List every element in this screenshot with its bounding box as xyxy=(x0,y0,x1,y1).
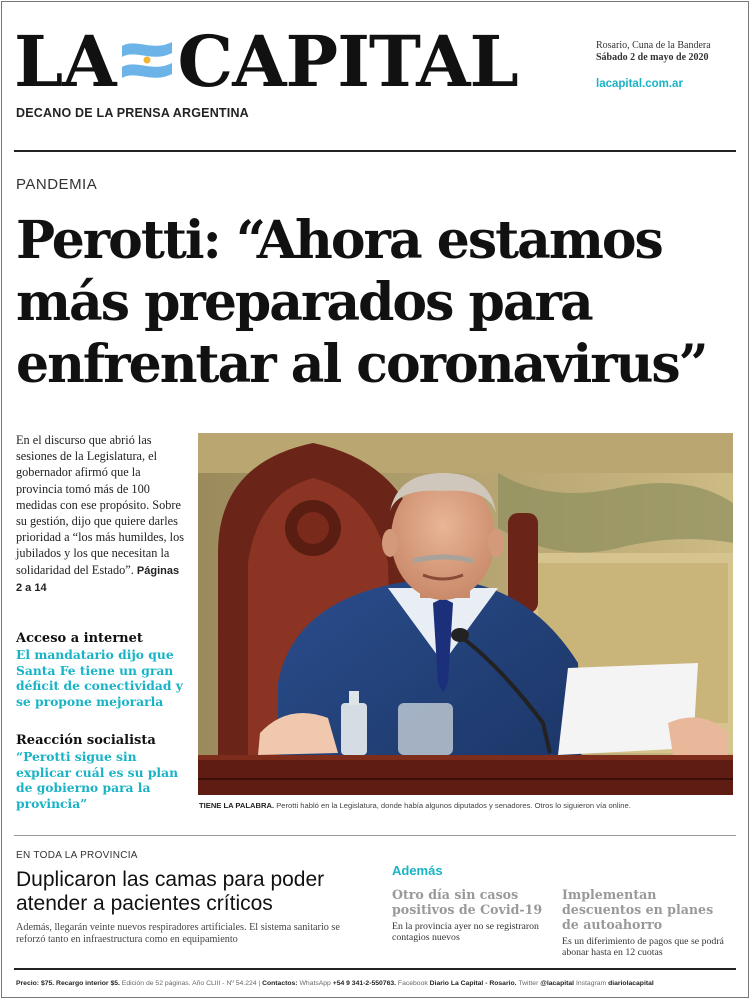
governor-photo xyxy=(198,433,733,795)
instagram-handle[interactable]: diariolacapital xyxy=(608,980,654,987)
masthead-tagline: DECANO DE LA PRENSA ARGENTINA xyxy=(16,106,249,120)
masthead xyxy=(14,20,574,106)
logo-text-right: CAPITAL xyxy=(177,20,518,103)
brief-covid[interactable] xyxy=(392,887,562,944)
footer-info: Precio: $75. Recargo interior $5. Edición de 52 páginas. Año CLIII - Nº 54.224 | Contactos: WhatsApp +54 9 341-2-550763. Facebook Diario La Capital - Rosario. Twitter @lacapital Instagram diariolacapital xyxy=(16,980,654,987)
photo-caption xyxy=(199,801,739,810)
brief-title: Otro día sin casos positivos de Covid-19 xyxy=(392,887,543,917)
secondary-kicker: EN TODA LA PROVINCIA xyxy=(16,850,138,861)
website-link[interactable]: lacapital.com.ar xyxy=(596,78,683,90)
lead-text: En el discurso que abrió las sesiones de la Legislatura, el gobernador afirmó que la provincia tomó más de 100 medidas con ese propósito. Sobre su gestión, dijo que quiere darles prioridad a “los más humildes, los jubilados y los que necesitan la solidaridad del Estado”. xyxy=(16,433,185,577)
caption-text: Perotti habló en la Legislatura, donde había algunos diputados y senadores. Otros lo siguieron vía online. xyxy=(276,801,631,810)
whatsapp-label: WhatsApp xyxy=(299,980,331,987)
side-item-internet[interactable] xyxy=(16,631,194,709)
instagram-label: Instagram xyxy=(575,980,607,987)
footer-divider xyxy=(14,968,736,970)
edition-info xyxy=(596,40,746,90)
side-item-title: Reacción socialista xyxy=(16,733,156,748)
secondary-text: Además, llegarán veinte nuevos respiradores artificiales. El sistema sanitario se reforzó tanto en infraestructura como en equipamiento xyxy=(16,922,340,945)
main-headline[interactable]: Perotti: “Ahora estamos más preparados para enfrentar al coronavirus” xyxy=(16,210,707,395)
masthead-divider xyxy=(14,150,736,152)
brief-title: Implementan descuentos en planes de autoahorro xyxy=(562,887,714,932)
twitter-label: Twitter xyxy=(518,980,539,987)
twitter-handle[interactable]: @lacapital xyxy=(540,980,575,987)
logo-text-left: LA xyxy=(14,20,116,103)
edition-date: Sábado 2 de mayo de 2020 xyxy=(596,52,709,63)
brief-text: Es un diferimiento de pagos que se podrá abonar hasta en 12 cuotas xyxy=(562,936,724,959)
page-reference: Páginas 2 a 14 xyxy=(16,564,180,594)
section-label: PANDEMIA xyxy=(16,176,98,193)
facebook-label: Facebook xyxy=(397,980,428,987)
whatsapp-number[interactable]: +54 9 341-2-550763. xyxy=(332,980,397,987)
price-label: Precio: xyxy=(16,980,40,987)
section-divider xyxy=(14,835,736,836)
lead-story xyxy=(16,432,186,596)
brief-autoahorro[interactable] xyxy=(562,887,732,959)
side-item-socialista[interactable] xyxy=(16,733,194,811)
side-item-text: El mandatario dijo que Santa Fe tiene un gran déficit de conectividad y se propone mejorarla xyxy=(16,647,183,709)
facebook-handle[interactable]: Diario La Capital - Rosario. xyxy=(429,980,517,987)
argentina-flag-icon xyxy=(118,26,176,98)
side-item-title: Acceso a internet xyxy=(16,631,143,646)
edition-details: Edición de 52 páginas. Año CLIII - Nº 54.224 xyxy=(121,980,257,987)
price-value: $75. Recargo interior $5. xyxy=(40,980,120,987)
newspaper-front-page xyxy=(1,1,749,998)
side-item-text: “Perotti sigue sin explicar cuál es su plan de gobierno para la provincia” xyxy=(16,749,179,811)
contacts-label: Contactos: xyxy=(262,980,298,987)
ademas-label: Además xyxy=(392,863,443,878)
newspaper-logo[interactable] xyxy=(14,20,574,103)
edition-city: Rosario, Cuna de la Bandera xyxy=(596,40,711,51)
brief-text: En la provincia ayer no se registraron contagios nuevos xyxy=(392,921,539,944)
caption-lead: TIENE LA PALABRA. xyxy=(199,801,275,810)
secondary-headline[interactable]: Duplicaron las camas para poder atender a pacientes críticos xyxy=(16,868,325,915)
